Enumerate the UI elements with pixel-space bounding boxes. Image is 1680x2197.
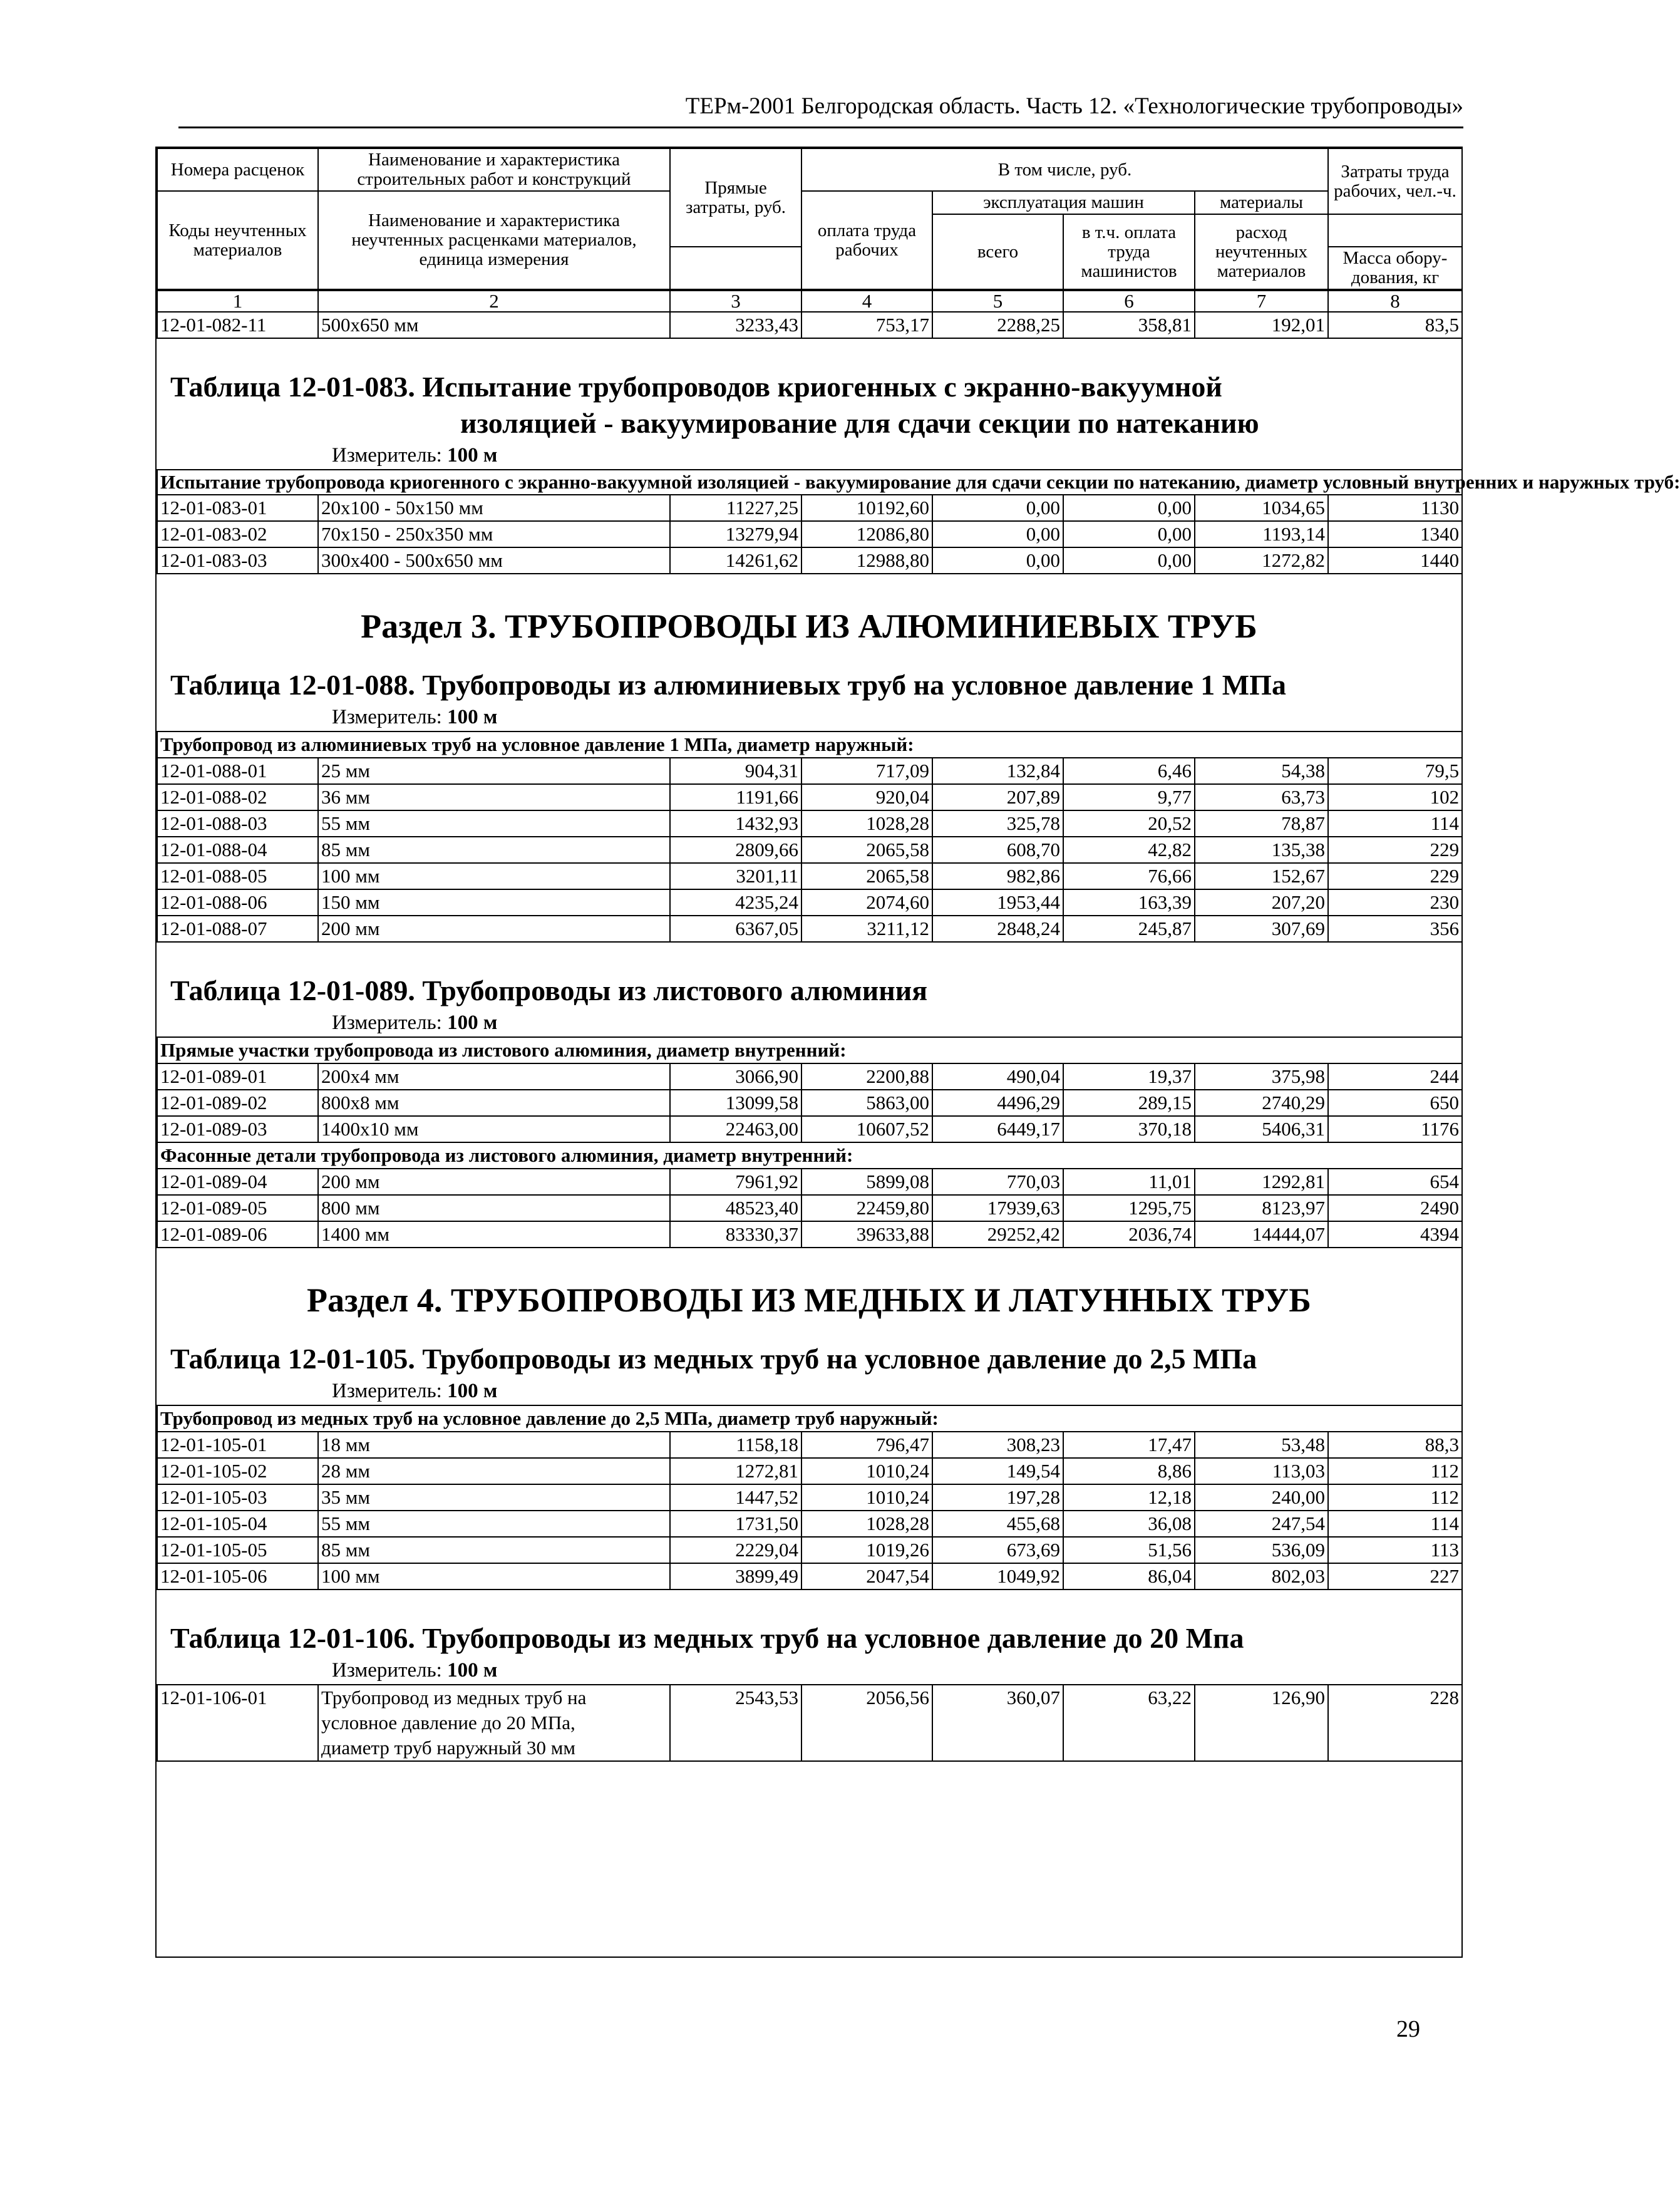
rate-code: 12-01-089-05 — [157, 1195, 318, 1221]
machines-total: 455,68 — [932, 1511, 1063, 1537]
rate-code: 12-01-082-11 — [157, 312, 318, 338]
direct-costs: 1191,66 — [670, 784, 801, 810]
worker-pay: 10192,60 — [801, 495, 932, 521]
worker-pay: 717,09 — [801, 758, 932, 784]
group-heading: Трубопровод из медных труб на условное давление до 2,5 МПа, диаметр труб наружный: — [157, 1405, 1462, 1432]
table-row — [157, 1195, 1462, 1221]
section-title: Раздел 3. ТРУБОПРОВОДЫ ИЗ АЛЮМИНИЕВЫХ ТРУБ — [361, 607, 1257, 645]
worker-pay: 3211,12 — [801, 916, 932, 942]
machinist-pay: 0,00 — [1063, 547, 1195, 574]
measure-unit: Измеритель: 100 м — [332, 444, 498, 467]
materials: 240,00 — [1195, 1484, 1328, 1511]
rows-105 — [157, 1432, 1462, 1590]
machines-total: 360,07 — [932, 1685, 1063, 1761]
rate-code: 12-01-083-03 — [157, 547, 318, 574]
rate-code: 12-01-088-04 — [157, 837, 318, 863]
table-row — [157, 521, 1462, 547]
machinist-pay: 289,15 — [1063, 1090, 1195, 1116]
rows-088 — [157, 758, 1462, 942]
labor-costs: 102 — [1328, 784, 1462, 810]
col-number: 5 — [932, 291, 1063, 312]
machinist-pay: 63,22 — [1063, 1685, 1195, 1761]
rate-name: 300х400 - 500х650 мм — [318, 547, 670, 574]
rows-083 — [157, 495, 1462, 574]
rate-name: 200 мм — [318, 1169, 670, 1195]
table-row — [157, 1537, 1462, 1563]
machines-total: 207,89 — [932, 784, 1063, 810]
worker-pay: 1028,28 — [801, 1511, 932, 1537]
table-row — [157, 1116, 1462, 1142]
direct-costs: 1731,50 — [670, 1511, 801, 1537]
col-number: 8 — [1328, 291, 1462, 312]
col-material-usage: расход неучтенных материалов — [1195, 214, 1328, 289]
worker-pay: 10607,52 — [801, 1116, 932, 1142]
direct-costs: 1158,18 — [670, 1432, 801, 1458]
table-row — [157, 495, 1462, 521]
rate-name: 1400х10 мм — [318, 1116, 670, 1142]
rate-name: 1400 мм — [318, 1221, 670, 1248]
machinist-pay: 86,04 — [1063, 1563, 1195, 1590]
worker-pay: 2047,54 — [801, 1563, 932, 1590]
machines-total: 1049,92 — [932, 1563, 1063, 1590]
materials: 135,38 — [1195, 837, 1328, 863]
rate-code: 12-01-105-05 — [157, 1537, 318, 1563]
rate-code: 12-01-106-01 — [157, 1685, 318, 1761]
labor-costs: 2490 — [1328, 1195, 1462, 1221]
labor-costs: 229 — [1328, 863, 1462, 889]
table-row — [157, 1432, 1462, 1458]
rate-code: 12-01-089-01 — [157, 1063, 318, 1090]
materials: 207,20 — [1195, 889, 1328, 916]
direct-costs: 13279,94 — [670, 521, 801, 547]
rate-name: 800 мм — [318, 1195, 670, 1221]
machines-total: 490,04 — [932, 1063, 1063, 1090]
rate-code: 12-01-105-02 — [157, 1458, 318, 1484]
table-title: Таблица 12-01-105. Трубопроводы из медных труб на условное давление до 2,5 МПа — [170, 1343, 1257, 1375]
rate-name: 55 мм — [318, 810, 670, 837]
rate-name: 55 мм — [318, 1511, 670, 1537]
group-heading: Трубопровод из алюминиевых труб на условное давление 1 МПа, диаметр наружный: — [157, 731, 1462, 758]
table-row — [157, 1063, 1462, 1090]
worker-pay: 39633,88 — [801, 1221, 932, 1248]
materials: 63,73 — [1195, 784, 1328, 810]
table-row — [157, 837, 1462, 863]
rate-name: 200 мм — [318, 916, 670, 942]
machinist-pay: 12,18 — [1063, 1484, 1195, 1511]
col-number: 6 — [1063, 291, 1195, 312]
labor-costs: 356 — [1328, 916, 1462, 942]
col-number: 4 — [801, 291, 932, 312]
col-machinist-pay: в т.ч. оплата труда машинистов — [1063, 214, 1195, 289]
rate-code: 12-01-105-06 — [157, 1563, 318, 1590]
worker-pay: 1010,24 — [801, 1484, 932, 1511]
machines-total: 149,54 — [932, 1458, 1063, 1484]
materials: 8123,97 — [1195, 1195, 1328, 1221]
col-direct-costs: Прямые затраты, руб. — [670, 148, 801, 247]
worker-pay: 5899,08 — [801, 1169, 932, 1195]
labor-costs: 114 — [1328, 810, 1462, 837]
col-number: 3 — [670, 291, 801, 312]
table-title: Таблица 12-01-083. Испытание трубопроводов криогенных с экранно-вакуумной изоляцией - вакуумирование для сдачи секции по натеканию — [170, 371, 1259, 439]
materials: 247,54 — [1195, 1511, 1328, 1537]
machines-total: 0,00 — [932, 495, 1063, 521]
materials: 54,38 — [1195, 758, 1328, 784]
machinist-pay: 36,08 — [1063, 1511, 1195, 1537]
labor-costs: 650 — [1328, 1090, 1462, 1116]
rate-code: 12-01-088-06 — [157, 889, 318, 916]
machinist-pay: 0,00 — [1063, 495, 1195, 521]
table-row — [157, 810, 1462, 837]
rate-name: 36 мм — [318, 784, 670, 810]
table-row — [157, 1511, 1462, 1537]
worker-pay: 2200,88 — [801, 1063, 932, 1090]
rate-name: 500х650 мм — [318, 312, 670, 338]
table-title: Таблица 12-01-106. Трубопроводы из медных труб на условное давление до 20 Мпа — [170, 1622, 1244, 1654]
rate-code: 12-01-105-03 — [157, 1484, 318, 1511]
table-row — [157, 1563, 1462, 1590]
worker-pay: 920,04 — [801, 784, 932, 810]
materials: 5406,31 — [1195, 1116, 1328, 1142]
machines-total: 6449,17 — [932, 1116, 1063, 1142]
table-row — [157, 784, 1462, 810]
direct-costs: 14261,62 — [670, 547, 801, 574]
direct-costs: 1447,52 — [670, 1484, 801, 1511]
rows-089-b — [157, 1169, 1462, 1248]
direct-costs: 4235,24 — [670, 889, 801, 916]
direct-costs: 3066,90 — [670, 1063, 801, 1090]
direct-costs: 7961,92 — [670, 1169, 801, 1195]
measure-unit: Измеритель: 100 м — [332, 706, 498, 728]
labor-costs: 112 — [1328, 1484, 1462, 1511]
machines-total: 132,84 — [932, 758, 1063, 784]
labor-costs: 83,5 — [1328, 312, 1462, 338]
direct-costs: 904,31 — [670, 758, 801, 784]
materials: 1034,65 — [1195, 495, 1328, 521]
materials: 307,69 — [1195, 916, 1328, 942]
machines-total: 17939,63 — [932, 1195, 1063, 1221]
rates-table-106 — [157, 1684, 1463, 1762]
col-equipment-mass: Масса обору-дования, кг — [1328, 247, 1462, 289]
machinist-pay: 1295,75 — [1063, 1195, 1195, 1221]
table-row — [157, 547, 1462, 574]
direct-costs: 3201,11 — [670, 863, 801, 889]
measure-unit: Измеритель: 100 м — [332, 1380, 498, 1402]
materials: 53,48 — [1195, 1432, 1328, 1458]
machines-total: 325,78 — [932, 810, 1063, 837]
table-row — [157, 889, 1462, 916]
rate-code: 12-01-089-06 — [157, 1221, 318, 1248]
machinist-pay: 76,66 — [1063, 863, 1195, 889]
labor-costs: 229 — [1328, 837, 1462, 863]
worker-pay: 1010,24 — [801, 1458, 932, 1484]
labor-costs: 1440 — [1328, 547, 1462, 574]
machines-total: 608,70 — [932, 837, 1063, 863]
column-header-table — [157, 148, 1463, 290]
col-machines: эксплуатация машин — [932, 191, 1195, 214]
col-number: 7 — [1195, 291, 1328, 312]
rate-name: 35 мм — [318, 1484, 670, 1511]
table-row — [157, 1169, 1462, 1195]
direct-costs: 3233,43 — [670, 312, 801, 338]
machines-total: 673,69 — [932, 1537, 1063, 1563]
rate-code: 12-01-088-03 — [157, 810, 318, 837]
materials: 152,67 — [1195, 863, 1328, 889]
rate-code: 12-01-105-01 — [157, 1432, 318, 1458]
machines-total: 770,03 — [932, 1169, 1063, 1195]
col-including: В том числе, руб. — [801, 148, 1328, 191]
worker-pay: 796,47 — [801, 1432, 932, 1458]
machines-total: 308,23 — [932, 1432, 1063, 1458]
machines-total: 197,28 — [932, 1484, 1063, 1511]
col-number: 1 — [157, 291, 318, 312]
rates-table-088 — [157, 731, 1463, 943]
direct-costs: 2809,66 — [670, 837, 801, 863]
col-codes: Коды неучтенных материалов — [157, 191, 318, 289]
direct-costs: 13099,58 — [670, 1090, 801, 1116]
table-row — [157, 863, 1462, 889]
machinist-pay: 42,82 — [1063, 837, 1195, 863]
rate-code: 12-01-089-04 — [157, 1169, 318, 1195]
direct-costs: 3899,49 — [670, 1563, 801, 1590]
materials: 126,90 — [1195, 1685, 1328, 1761]
running-header: ТЕРм-2001 Белгородская область. Часть 12. «Технологические трубопроводы» — [178, 93, 1463, 128]
labor-costs: 227 — [1328, 1563, 1462, 1590]
materials: 78,87 — [1195, 810, 1328, 837]
rate-name: 20х100 - 50х150 мм — [318, 495, 670, 521]
machinist-pay: 20,52 — [1063, 810, 1195, 837]
col-name-header: Наименование и характеристика строительных работ и конструкций — [318, 148, 670, 191]
rate-name: 85 мм — [318, 1537, 670, 1563]
rate-name: 100 мм — [318, 1563, 670, 1590]
rate-code: 12-01-083-02 — [157, 521, 318, 547]
rate-code: 12-01-089-02 — [157, 1090, 318, 1116]
machines-total: 4496,29 — [932, 1090, 1063, 1116]
direct-costs: 22463,00 — [670, 1116, 801, 1142]
page-number: 29 — [1396, 2016, 1420, 2042]
machines-total: 29252,42 — [932, 1221, 1063, 1248]
col-materials: материалы — [1195, 191, 1328, 214]
labor-costs: 244 — [1328, 1063, 1462, 1090]
section-title: Раздел 4. ТРУБОПРОВОДЫ ИЗ МЕДНЫХ И ЛАТУННЫХ ТРУБ — [307, 1281, 1311, 1319]
labor-costs: 1340 — [1328, 521, 1462, 547]
rate-name: 200х4 мм — [318, 1063, 670, 1090]
machines-total: 1953,44 — [932, 889, 1063, 916]
rate-name: 28 мм — [318, 1458, 670, 1484]
measure-unit: Измеритель: 100 м — [332, 1011, 498, 1034]
rate-code: 12-01-088-01 — [157, 758, 318, 784]
rate-code: 12-01-088-02 — [157, 784, 318, 810]
machines-total: 0,00 — [932, 521, 1063, 547]
col-direct-costs-spacer — [670, 247, 801, 289]
worker-pay: 1028,28 — [801, 810, 932, 837]
col-worker-pay: оплата труда рабочих — [801, 191, 932, 289]
worker-pay: 5863,00 — [801, 1090, 932, 1116]
rate-code: 12-01-088-07 — [157, 916, 318, 942]
machinist-pay: 0,00 — [1063, 521, 1195, 547]
materials: 802,03 — [1195, 1563, 1328, 1590]
direct-costs: 2543,53 — [670, 1685, 801, 1761]
labor-costs: 113 — [1328, 1537, 1462, 1563]
worker-pay: 753,17 — [801, 312, 932, 338]
machinist-pay: 8,86 — [1063, 1458, 1195, 1484]
materials: 536,09 — [1195, 1537, 1328, 1563]
group-heading: Фасонные детали трубопровода из листового алюминия, диаметр внутренний: — [157, 1142, 1462, 1169]
col-machines-total: всего — [932, 214, 1063, 289]
rate-code: 12-01-083-01 — [157, 495, 318, 521]
labor-costs: 79,5 — [1328, 758, 1462, 784]
col-materials-name: Наименование и характеристика неучтенных расценками материалов, единица измерения — [318, 191, 670, 289]
col-rates-header: Номера расценок — [157, 148, 318, 191]
materials: 375,98 — [1195, 1063, 1328, 1090]
table-title: Таблица 12-01-089. Трубопроводы из листового алюминия — [170, 974, 928, 1006]
rate-name: 18 мм — [318, 1432, 670, 1458]
machinist-pay: 6,46 — [1063, 758, 1195, 784]
labor-costs: 654 — [1328, 1169, 1462, 1195]
machinist-pay: 11,01 — [1063, 1169, 1195, 1195]
worker-pay: 2056,56 — [801, 1685, 932, 1761]
direct-costs: 1272,81 — [670, 1458, 801, 1484]
machinist-pay: 370,18 — [1063, 1116, 1195, 1142]
labor-costs: 114 — [1328, 1511, 1462, 1537]
table-row — [157, 1221, 1462, 1248]
machinist-pay: 9,77 — [1063, 784, 1195, 810]
direct-costs: 48523,40 — [670, 1195, 801, 1221]
rates-page — [155, 147, 1680, 1958]
labor-costs: 228 — [1328, 1685, 1462, 1761]
machines-total: 2848,24 — [932, 916, 1063, 942]
direct-costs: 1432,93 — [670, 810, 801, 837]
labor-costs: 1130 — [1328, 495, 1462, 521]
rate-code: 12-01-089-03 — [157, 1116, 318, 1142]
machinist-pay: 245,87 — [1063, 916, 1195, 942]
table-row — [157, 312, 1462, 338]
rate-name: 25 мм — [318, 758, 670, 784]
machinist-pay: 17,47 — [1063, 1432, 1195, 1458]
table-row — [157, 916, 1462, 942]
machines-total: 982,86 — [932, 863, 1063, 889]
materials: 1272,82 — [1195, 547, 1328, 574]
labor-costs: 112 — [1328, 1458, 1462, 1484]
rate-name: 70х150 - 250х350 мм — [318, 521, 670, 547]
worker-pay: 12988,80 — [801, 547, 932, 574]
worker-pay: 2074,60 — [801, 889, 932, 916]
labor-costs: 4394 — [1328, 1221, 1462, 1248]
column-numbers-row — [157, 290, 1463, 339]
rate-name: 150 мм — [318, 889, 670, 916]
table-row — [157, 1090, 1462, 1116]
table-row — [157, 1685, 1462, 1761]
machinist-pay: 163,39 — [1063, 889, 1195, 916]
rates-table-089 — [157, 1036, 1463, 1248]
labor-costs: 230 — [1328, 889, 1462, 916]
machinist-pay: 51,56 — [1063, 1537, 1195, 1563]
labor-costs: 88,3 — [1328, 1432, 1462, 1458]
worker-pay: 2065,58 — [801, 837, 932, 863]
rates-table-105 — [157, 1405, 1463, 1590]
labor-costs: 1176 — [1328, 1116, 1462, 1142]
rate-code: 12-01-088-05 — [157, 863, 318, 889]
table-row — [157, 1458, 1462, 1484]
table-row — [157, 758, 1462, 784]
direct-costs: 11227,25 — [670, 495, 801, 521]
col-labor-costs: Затраты труда рабочих, чел.-ч. — [1328, 148, 1462, 214]
machinist-pay: 2036,74 — [1063, 1221, 1195, 1248]
rate-code: 12-01-105-04 — [157, 1511, 318, 1537]
rate-name: 85 мм — [318, 837, 670, 863]
worker-pay: 1019,26 — [801, 1537, 932, 1563]
rows-089-a — [157, 1063, 1462, 1142]
materials: 192,01 — [1195, 312, 1328, 338]
table-row — [157, 1484, 1462, 1511]
materials: 2740,29 — [1195, 1090, 1328, 1116]
machinist-pay: 19,37 — [1063, 1063, 1195, 1090]
measure-unit: Измеритель: 100 м — [332, 1659, 498, 1682]
rate-name: 100 мм — [318, 863, 670, 889]
machines-total: 2288,25 — [932, 312, 1063, 338]
table-title: Таблица 12-01-088. Трубопроводы из алюминиевых труб на условное давление 1 МПа — [170, 669, 1286, 701]
group-heading: Испытание трубопровода криогенного с экранно-вакуумной изоляцией - вакуумирование для сдачи секции по натеканию, диаметр условный внутренних и наружных труб: — [157, 470, 1462, 495]
machinist-pay: 358,81 — [1063, 312, 1195, 338]
group-heading: Прямые участки трубопровода из листового алюминия, диаметр внутренний: — [157, 1037, 1462, 1063]
worker-pay: 12086,80 — [801, 521, 932, 547]
materials: 113,03 — [1195, 1458, 1328, 1484]
rate-name: Трубопровод из медных труб на условное давление до 20 МПа, диаметр труб наружный 30 мм — [318, 1685, 670, 1761]
machines-total: 0,00 — [932, 547, 1063, 574]
worker-pay: 22459,80 — [801, 1195, 932, 1221]
rates-table-083 — [157, 469, 1680, 574]
materials: 1193,14 — [1195, 521, 1328, 547]
direct-costs: 83330,37 — [670, 1221, 801, 1248]
direct-costs: 2229,04 — [670, 1537, 801, 1563]
materials: 14444,07 — [1195, 1221, 1328, 1248]
direct-costs: 6367,05 — [670, 916, 801, 942]
materials: 1292,81 — [1195, 1169, 1328, 1195]
worker-pay: 2065,58 — [801, 863, 932, 889]
col-number: 2 — [318, 291, 670, 312]
rate-name: 800х8 мм — [318, 1090, 670, 1116]
